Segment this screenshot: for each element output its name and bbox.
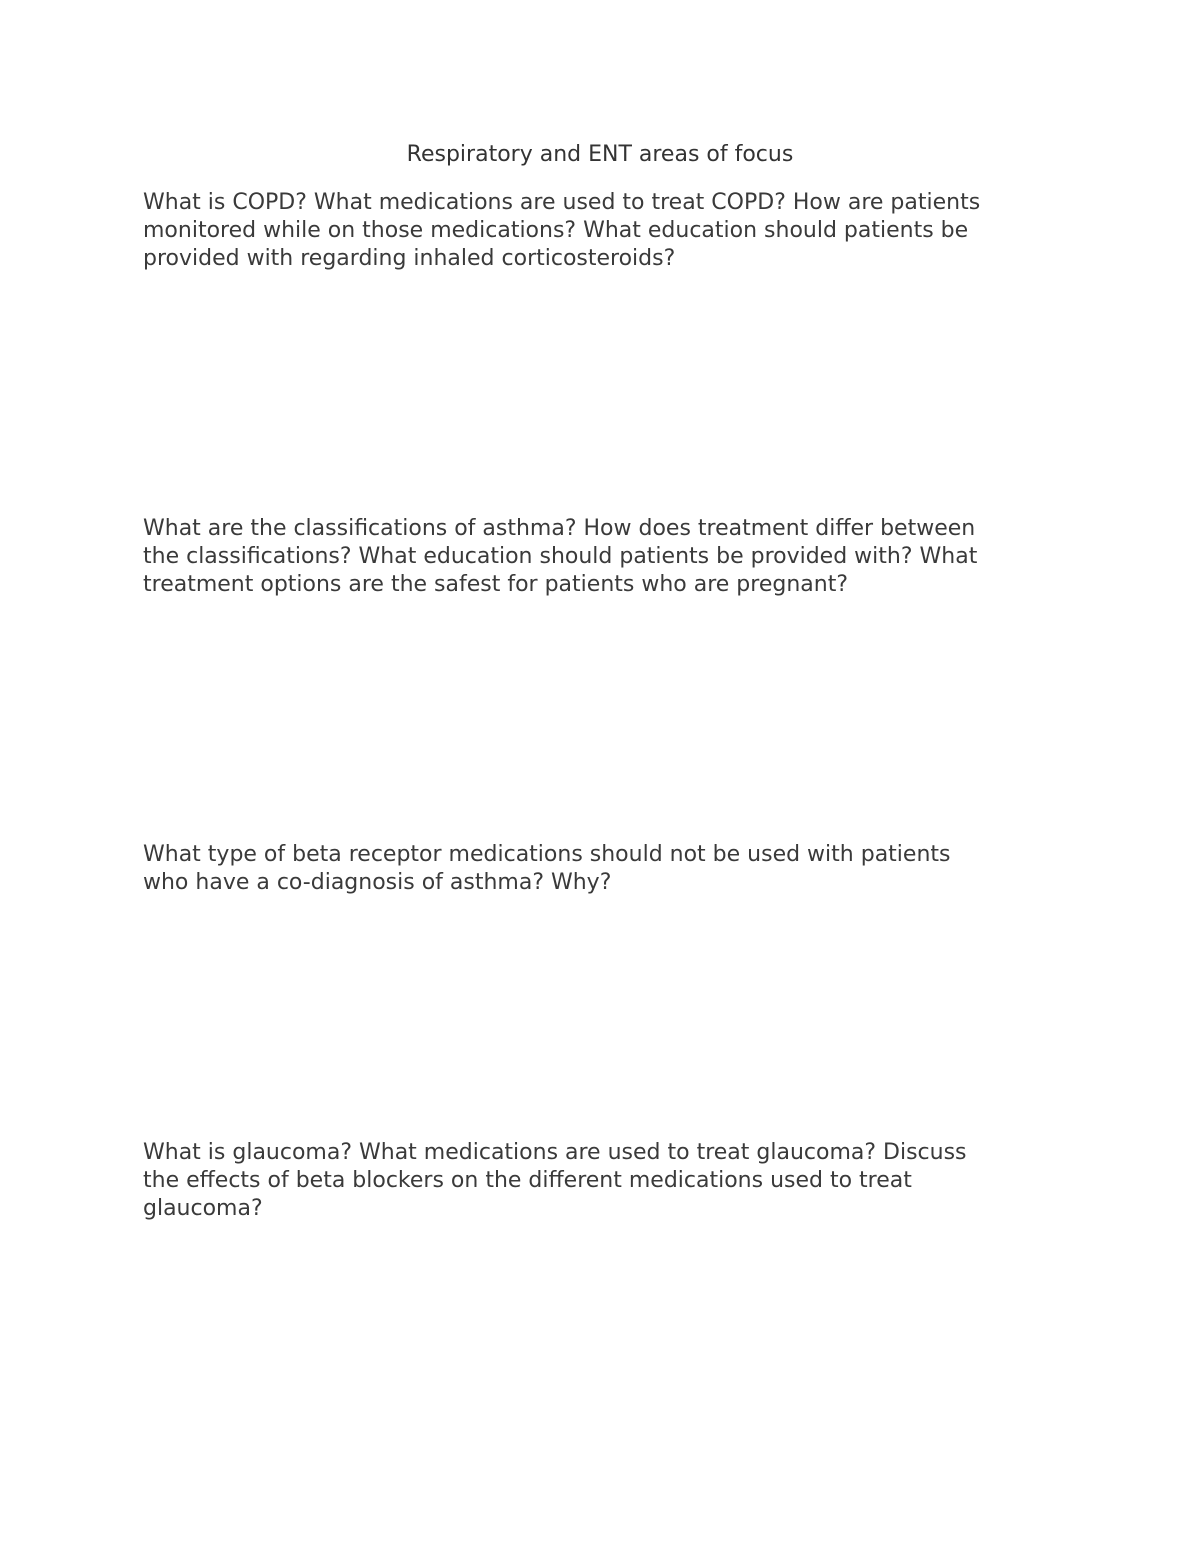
- document-title: Respiratory and ENT areas of focus: [406, 142, 794, 167]
- question-glaucoma: What is glaucoma? What medications are used to treat glaucoma? Discuss the effects of beta blockers on the different medications used to treat glaucoma?: [143, 1140, 967, 1221]
- question-beta-receptor-asthma: What type of beta receptor medications should not be used with patients who have a co-diagnosis of asthma? Why?: [143, 842, 951, 895]
- question-asthma-classifications: What are the classifications of asthma? How does treatment differ between the classifications? What education should patients be provided with? What treatment options are the safest for patients who are pregnant?: [143, 516, 978, 597]
- question-copd: What is COPD? What medications are used to treat COPD? How are patients monitored while on those medications? What education should patients be provided with regarding inhaled corticosteroids?: [143, 190, 981, 271]
